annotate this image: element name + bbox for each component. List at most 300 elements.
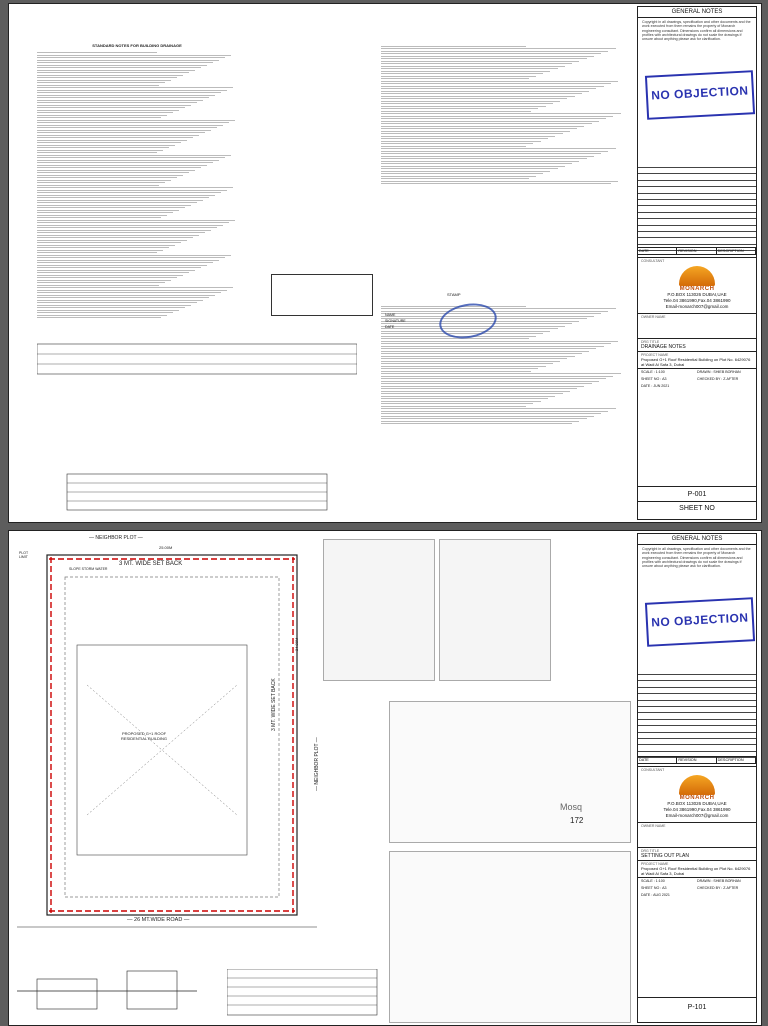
text-line (37, 125, 223, 126)
text-line (381, 138, 548, 139)
text-line (381, 413, 601, 414)
text-line (37, 317, 161, 318)
text-line (37, 167, 201, 168)
text-line (37, 105, 191, 106)
text-line (381, 71, 550, 72)
notes-body (37, 52, 237, 318)
text-line (37, 275, 183, 276)
lower-title (638, 257, 756, 389)
text-line (381, 83, 611, 84)
text-line (37, 97, 209, 98)
text-line (381, 96, 575, 97)
text-line (381, 76, 536, 77)
revision-header (638, 247, 756, 255)
text-line (37, 207, 185, 208)
rev-revision: REVISION (677, 248, 716, 254)
text-line (37, 170, 195, 171)
text-line (37, 57, 225, 58)
text-line (381, 376, 613, 377)
text-line (37, 80, 171, 81)
text-line (37, 242, 181, 243)
text-line (381, 56, 594, 57)
setback-top: 3 MT. WIDE SET BACK (119, 561, 183, 567)
text-line (381, 383, 592, 384)
neighbor-right-label: — NEIGHBOR PLOT — (314, 737, 320, 791)
stamp-label: STAMP (447, 292, 461, 297)
text-line (37, 270, 195, 271)
project-label: PROJECT NAME (641, 353, 669, 357)
text-line (37, 285, 159, 286)
text-line (381, 101, 560, 102)
text-line (37, 210, 179, 211)
text-line (381, 148, 616, 149)
text-line (37, 140, 187, 141)
text-line (381, 418, 587, 419)
revision-header-2 (638, 756, 756, 764)
sig-name: NAME (385, 313, 396, 317)
text-line (381, 403, 533, 404)
drawn-by: DRAWN : SHIEB BORHAN (697, 370, 741, 374)
text-line (37, 165, 207, 166)
plan-area (9, 531, 637, 1025)
text-line (37, 215, 167, 216)
text-line (381, 356, 575, 357)
setback-right: 3 MT. WIDE SET BACK (271, 678, 277, 731)
text-line (381, 358, 567, 359)
text-line (37, 237, 193, 238)
text-line (381, 53, 601, 54)
text-line (37, 190, 227, 191)
text-line (37, 287, 233, 288)
text-line (381, 146, 526, 147)
firm-name: MONARCH (679, 286, 715, 292)
owner-label-2: OWNER NAME (641, 824, 666, 828)
text-line (37, 90, 227, 91)
consultant-label: CONSULTANT (638, 257, 756, 264)
text-line (381, 398, 548, 399)
scale: SCALE : 1:100 (641, 370, 665, 374)
text-line (37, 230, 211, 231)
text-line (37, 250, 163, 251)
text-line (37, 135, 199, 136)
text-line (381, 341, 618, 342)
text-line (381, 373, 621, 374)
text-line (37, 202, 197, 203)
text-line (381, 113, 621, 114)
owner-section (638, 313, 756, 338)
text-line (37, 157, 225, 158)
project-name-2: Proposed G+1 Roof Residential Building on Plot No. 6429076 at Wadi Al Safa 3, Dubai (641, 866, 751, 876)
text-line (37, 192, 221, 193)
consultant-logo (638, 266, 756, 310)
text-line (381, 126, 584, 127)
text-line (37, 267, 201, 268)
signature-block (385, 312, 406, 330)
text-line (381, 118, 606, 119)
text-line (37, 310, 179, 311)
firm-address-2: P.O.BOX 113026 DUBAI,UAE (667, 801, 727, 806)
text-line (37, 132, 205, 133)
text-line (37, 272, 189, 273)
text-line (37, 212, 173, 213)
text-line (37, 110, 179, 111)
text-line (381, 86, 604, 87)
text-line (381, 353, 582, 354)
road-label: — 26 MT.WIDE ROAD — (127, 917, 190, 923)
text-line (381, 141, 541, 142)
neighbor-top-label: — NEIGHBOR PLOT — (89, 535, 143, 541)
text-line (37, 72, 189, 73)
text-line (381, 108, 538, 109)
firm-email: Email-monarch007@gmail.com (665, 304, 729, 309)
text-line (37, 162, 213, 163)
text-line (37, 172, 189, 173)
firm-phone-2: Tele.04 3861990,Fax.04 3861990 (663, 807, 731, 812)
general-notes-text-2: Copyright in all drawings, specification and other documents and the work executed from them remains the property of Monarch engineering consultant. Dimensions confirm all dimensions and profiles with architectural drawings do not scale the drawings if unsure about anything please ask for clarification. (642, 547, 751, 569)
drg-title-label-2: DRG TITLE (641, 849, 660, 853)
notes-heading: STANDARD NOTES FOR BUILDING DRAINAGE (92, 44, 182, 48)
project-section (638, 351, 756, 368)
notes-area (9, 4, 637, 522)
text-line (37, 297, 209, 298)
date-2: DATE : AUG 2021 (641, 893, 670, 897)
project-name: Proposed G+1 Roof Residential Building on Plot No. 6429076 at Wadi Al Safa 3, Dubai (641, 357, 751, 367)
text-line (381, 308, 616, 309)
text-line (381, 421, 579, 422)
text-line (37, 257, 225, 258)
drg-title-2: SETTING OUT PLAN (641, 853, 689, 859)
text-line (37, 127, 217, 128)
text-line (381, 123, 592, 124)
text-line (37, 175, 183, 176)
text-line (37, 205, 191, 206)
text-line (381, 66, 565, 67)
firm-phone: Tele.04 3861990,Fax.04 3861990 (663, 298, 731, 303)
text-line (381, 408, 616, 409)
text-line (381, 128, 577, 129)
text-line (37, 300, 203, 301)
text-line (37, 187, 233, 188)
stamp-text: NO OBJECTION (650, 83, 749, 103)
site-plan-svg (17, 535, 317, 955)
sig-date: DATE (385, 325, 395, 329)
revision-rows (638, 167, 756, 256)
text-line (37, 60, 219, 61)
text-line (37, 262, 213, 263)
text-line (381, 391, 570, 392)
services-map-thumbnail (389, 701, 631, 843)
text-line (37, 137, 193, 138)
text-line (381, 116, 613, 117)
text-line (37, 185, 159, 186)
text-line (37, 150, 163, 151)
sun-logo-icon (679, 266, 715, 286)
sheet-size-2: SHEET NO : A3 (641, 886, 667, 890)
notes-body-right (381, 46, 623, 185)
section-detail (17, 961, 197, 1021)
text-line (37, 305, 191, 306)
building-label: PROPOSED G+1 ROOF RESIDENTIAL BUILDING (120, 731, 168, 741)
text-line (37, 195, 215, 196)
text-line (381, 156, 594, 157)
text-line (381, 371, 531, 372)
text-line (37, 235, 199, 236)
text-line (381, 366, 546, 367)
drainage-table (37, 334, 357, 514)
text-line (37, 182, 165, 183)
table-lines (37, 334, 357, 514)
text-line (381, 411, 608, 412)
consultant-logo-2 (638, 775, 756, 819)
text-line (37, 92, 221, 93)
text-line (37, 282, 165, 283)
text-line (37, 102, 197, 103)
sheet-code-2: P-101 (687, 1004, 707, 1011)
text-line (381, 106, 546, 107)
text-line (381, 131, 570, 132)
text-line (381, 91, 589, 92)
sheet-number-box (638, 486, 756, 519)
text-line (37, 82, 165, 83)
text-line (381, 63, 572, 64)
schedule-table (227, 969, 387, 1019)
text-line (381, 98, 567, 99)
text-line (37, 295, 215, 296)
text-line (37, 312, 173, 313)
text-line (381, 343, 611, 344)
text-line (381, 183, 611, 184)
project-section-2 (638, 860, 756, 877)
no-objection-stamp-2 (645, 597, 755, 647)
text-line (381, 381, 599, 382)
sheet-no-label: SHEET NO (638, 501, 756, 512)
text-line (37, 260, 219, 261)
text-line (37, 100, 203, 101)
sun-logo-icon-2 (679, 775, 715, 795)
scale-2: SCALE : 1:100 (641, 879, 665, 883)
text-line (37, 77, 177, 78)
text-line (37, 200, 203, 201)
text-line (381, 61, 579, 62)
consultant-label-2: CONSULTANT (638, 766, 756, 773)
text-line (37, 130, 211, 131)
text-line (37, 292, 221, 293)
text-line (37, 55, 231, 56)
text-line (381, 401, 541, 402)
text-line (37, 225, 223, 226)
affection-plan-thumbnail (389, 851, 631, 1023)
notes-column-right (381, 44, 623, 274)
meta-section-2 (638, 877, 756, 898)
text-line (37, 302, 197, 303)
text-line (381, 58, 587, 59)
map-label: Mosq (560, 802, 583, 812)
text-line (37, 145, 175, 146)
text-line (37, 85, 159, 86)
text-line (381, 388, 577, 389)
text-line (37, 120, 235, 121)
owner-section-2 (638, 822, 756, 847)
sheet-code: P-001 (687, 491, 707, 498)
text-line (37, 142, 181, 143)
text-line (381, 151, 608, 152)
text-line (37, 232, 205, 233)
sheet-size: SHEET NO : A3 (641, 377, 667, 381)
firm-email-2: Email-monarch007@gmail.com (665, 813, 729, 818)
text-line (37, 240, 187, 241)
pipe-table (271, 274, 373, 316)
text-line (381, 78, 529, 79)
firm-name-2: MONARCH (679, 795, 715, 801)
text-line (37, 180, 171, 181)
drawn-by-2: DRAWN : SHIEB BORHAN (697, 879, 741, 883)
text-line (381, 361, 560, 362)
stamp-text-2: NO OBJECTION (650, 610, 749, 630)
text-line (381, 111, 531, 112)
checked-by-2: CHECKED BY : Z.AFTER (697, 886, 739, 890)
text-line (381, 168, 558, 169)
drawing-sheet-drainage-notes (8, 3, 762, 523)
lower-title-2 (638, 766, 756, 898)
drg-title: DRAINAGE NOTES (641, 344, 686, 350)
text-line (37, 307, 185, 308)
text-line (37, 255, 231, 256)
text-line (37, 152, 157, 153)
text-line (37, 277, 177, 278)
text-line (37, 87, 233, 88)
text-line (37, 112, 173, 113)
notes-body-right-2 (381, 306, 623, 425)
text-line (381, 346, 604, 347)
text-line (37, 75, 183, 76)
text-line (37, 252, 157, 253)
text-line (381, 351, 589, 352)
text-line (37, 65, 207, 66)
text-line (37, 177, 177, 178)
map-number: 172 (570, 816, 584, 825)
text-line (381, 171, 550, 172)
text-line (381, 73, 543, 74)
text-line (381, 163, 572, 164)
text-line (381, 178, 529, 179)
text-line (381, 338, 529, 339)
text-line (381, 68, 558, 69)
document-thumbnail-1 (323, 539, 435, 681)
text-line (381, 416, 594, 417)
text-line (37, 122, 229, 123)
text-line (37, 70, 195, 71)
rev-description-2: DESCRIPTION (717, 757, 756, 763)
text-line (37, 107, 185, 108)
text-line (37, 220, 235, 221)
notes-column-right-2 (381, 304, 623, 504)
rev-date-2: DATE (638, 757, 677, 763)
drg-title-section-2 (638, 847, 756, 860)
text-line (381, 158, 587, 159)
text-line (37, 227, 217, 228)
text-line (381, 368, 538, 369)
text-line (381, 348, 596, 349)
text-line (37, 67, 201, 68)
general-notes-title: GENERAL NOTES (638, 7, 756, 18)
text-line (37, 265, 207, 266)
text-line (381, 46, 526, 47)
text-line (381, 166, 565, 167)
text-line (381, 51, 608, 52)
sig-signature: SIGNATURE (385, 319, 406, 323)
text-line (37, 155, 231, 156)
rev-date: DATE (638, 248, 677, 254)
text-line (381, 386, 584, 387)
text-line (37, 160, 219, 161)
owner-label: OWNER NAME (641, 315, 666, 319)
firm-address: P.O.BOX 113026 DUBAI,UAE (667, 292, 727, 297)
text-line (381, 121, 599, 122)
text-line (37, 115, 167, 116)
text-line (381, 136, 555, 137)
revision-rows-2 (638, 674, 756, 763)
text-line (381, 363, 553, 364)
text-line (381, 93, 582, 94)
text-line (37, 315, 167, 316)
text-line (381, 48, 616, 49)
text-line (381, 161, 579, 162)
text-line (381, 176, 536, 177)
text-line (37, 62, 213, 63)
text-line (37, 245, 175, 246)
no-objection-stamp (645, 70, 755, 120)
drawing-sheet-setting-out (8, 530, 762, 1026)
text-line (37, 222, 229, 223)
text-line (381, 173, 543, 174)
text-line (381, 393, 563, 394)
general-notes-text: Copyright in all drawings, specification and other documents and the work executed from them remains the property of Monarch engineering consultant. Dimensions confirm all dimensions and profiles with architectural drawings do not scale the drawings if unsure about anything please ask for clarification. (642, 20, 751, 42)
text-line (381, 133, 563, 134)
drg-title-label: DRG TITLE (641, 340, 660, 344)
slope-storm-label: SLOPE STORM WATER (69, 567, 108, 571)
text-line (37, 117, 161, 118)
text-line (381, 81, 618, 82)
drg-title-section (638, 338, 756, 351)
text-line (381, 396, 555, 397)
checked-by: CHECKED BY : Z.AFTER (697, 377, 739, 381)
text-line (37, 217, 161, 218)
dim-top: 25.00M (159, 545, 173, 550)
rev-description: DESCRIPTION (717, 248, 756, 254)
text-line (381, 143, 533, 144)
text-line (381, 88, 596, 89)
text-line (381, 406, 526, 407)
text-line (381, 103, 553, 104)
text-line (381, 153, 601, 154)
title-block-2 (637, 533, 757, 1023)
text-line (37, 95, 215, 96)
sheet-number-box-2 (638, 997, 756, 1022)
text-line (37, 147, 169, 148)
text-line (37, 290, 227, 291)
text-line (37, 197, 209, 198)
text-line (381, 181, 618, 182)
date: DATE : JUN 2021 (641, 384, 670, 388)
rev-revision-2: REVISION (677, 757, 716, 763)
text-line (37, 52, 157, 53)
general-notes-title-2: GENERAL NOTES (638, 534, 756, 545)
text-line (381, 423, 572, 424)
text-line (37, 247, 169, 248)
document-thumbnail-2 (439, 539, 551, 681)
text-line (37, 280, 171, 281)
dim-right: 24.00M (294, 637, 299, 651)
